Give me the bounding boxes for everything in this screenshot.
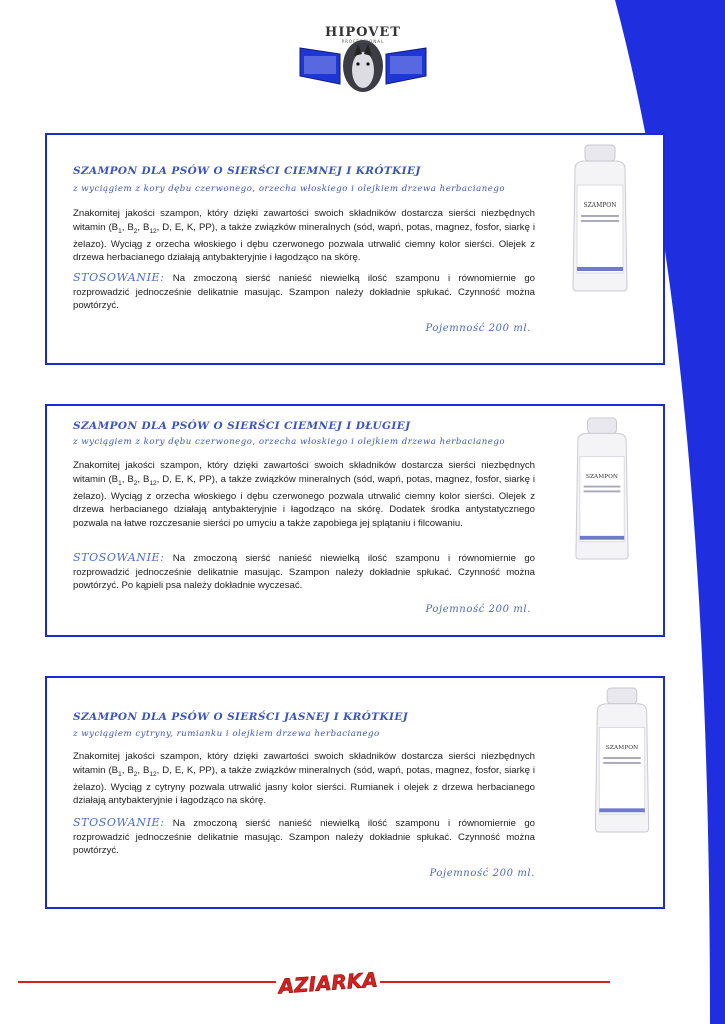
product-card — [45, 676, 665, 909]
usage-instructions — [73, 551, 535, 593]
usage-instructions — [73, 816, 535, 858]
bottle-label-text: SZAMPON — [583, 202, 617, 209]
subscript: 2 — [133, 770, 138, 778]
hipovet-logo-subtext: PROFESSIONAL — [341, 39, 385, 44]
subscript: 1 — [118, 227, 122, 235]
capacity-label: Pojemność 200 ml. — [425, 323, 531, 334]
subscript: 1 — [118, 479, 122, 487]
shampoo-bottle-image — [565, 143, 635, 293]
product-card — [45, 404, 665, 637]
product-title: SZAMPON DLA PSÓW O SIERŚCI CIEMNEJ I DŁUGIEJ — [73, 420, 411, 432]
capacity-label: Pojemność 200 ml. — [425, 604, 531, 615]
usage-text: Na zmoczoną sierść nanieść niewielką ilość szamponu i równomiernie go rozprowadzić jednocześnie delikatnie masując. Szampon należy dokładnie spłukać. Czynność można powtórzyć. Po kąpieli psa należy dokładnie wyczesać. — [73, 553, 535, 591]
product-title: SZAMPON DLA PSÓW O SIERŚCI CIEMNEJ I KRÓTKIEJ — [73, 165, 421, 177]
usage-label: STOSOWANIE: — [73, 551, 165, 564]
product-description: Znakomitej jakości szampon, który dzięki zawartości swoich składników dostarcza sierści niezbędnych witamin ($B_1$, $B_2$, $B_{12}$, D, E, K, PP), a także związków mineralnych (sód, wapń, potas, magnez, fosfor, siarkę i żelazo). Wyciąg z orzecha włoskiego i dębu czerwonego pozwala utrwalić ciemny kolor sierści. Olejek z drzewa herbacianego działają antybakteryjnie i łagodząco na skórę. — [73, 208, 536, 264]
svg-text:AZIARKA: AZIARKA — [277, 967, 379, 999]
subscript: 12 — [149, 479, 157, 487]
product-card — [45, 133, 665, 365]
bottle-label-text: SZAMPON — [605, 745, 639, 752]
shampoo-bottle-image — [567, 416, 637, 561]
footer-line-right — [380, 981, 610, 983]
shampoo-bottle-image — [587, 686, 657, 834]
aziarka-logo — [277, 960, 379, 1002]
usage-label: STOSOWANIE: — [73, 271, 165, 284]
usage-label: STOSOWANIE: — [73, 816, 165, 829]
product-subtitle: z wyciągiem cytryny, rumianku i olejkiem drzewa herbacianego — [73, 729, 380, 739]
hipovet-logo-text: HIPOVET — [325, 25, 401, 40]
capacity-label: Pojemność 200 ml. — [429, 868, 535, 879]
product-subtitle: z wyciągiem z kory dębu czerwonego, orzecha włoskiego i olejkiem drzewa herbacianego — [73, 437, 506, 447]
usage-text: Na zmoczoną sierść nanieść niewielką ilość szamponu i równomiernie go rozprowadzić jednocześnie delikatnie masując. Szampon należy dokładnie spłukać. Czynność można powtórzyć. — [73, 273, 535, 311]
subscript: 12 — [149, 227, 157, 235]
hipovet-logo — [298, 18, 428, 94]
footer-line-left — [18, 981, 276, 983]
product-description: Znakomitej jakości szampon, który dzięki zawartości swoich składników dostarcza sierści niezbędnych witamin ($B_1$, $B_2$, $B_{12}$, D, E, K, PP), a także związków mineralnych (sód, wapń, potas, magnez, fosfor, siarkę i żelazo). Wyciąg z cytryny pozwala utrwalić jasny kolor sierści. Rumianek i olejek z drzewa herbacianego działają antybakteryjnie i łagodząco na skórę. — [73, 751, 536, 807]
product-title: SZAMPON DLA PSÓW O SIERŚCI JASNEJ I KRÓTKIEJ — [73, 711, 409, 723]
subscript: 12 — [149, 770, 157, 778]
subscript: 1 — [118, 770, 122, 778]
subscript: 2 — [133, 479, 138, 487]
subscript: 2 — [133, 227, 138, 235]
usage-text: Na zmoczoną sierść nanieść niewielką ilość szamponu i równomiernie go rozprowadzić jednocześnie delikatnie masując. Szampon należy dokładnie spłukać. Czynność można powtórzyć. — [73, 818, 535, 856]
usage-instructions — [73, 271, 535, 313]
product-description: Znakomitej jakości szampon, który dzięki zawartości swoich składników dostarcza sierści niezbędnych witamin ($B_1$, $B_2$, $B_{12}$, D, E, K, PP), a także związków mineralnych (sód, wapń, potas, magnez, fosfor, siarkę i żelazo). Wyciąg z orzecha włoskiego i dębu czerwonego pozwala utrwalić ciemny kolor sierści. Olejek z drzewa herbacianego działają antybakteryjnie i łagodząco na skórę. Dodatek środka antystatycznego pozwala na łatwe rozczesanie sierści po umyciu a także zapobiega jej splątaniu i filcowaniu. — [73, 460, 536, 529]
product-subtitle: z wyciągiem z kory dębu czerwonego, orzecha włoskiego i olejkiem drzewa herbacianego — [73, 184, 506, 194]
bottle-label-text: SZAMPON — [586, 473, 618, 480]
